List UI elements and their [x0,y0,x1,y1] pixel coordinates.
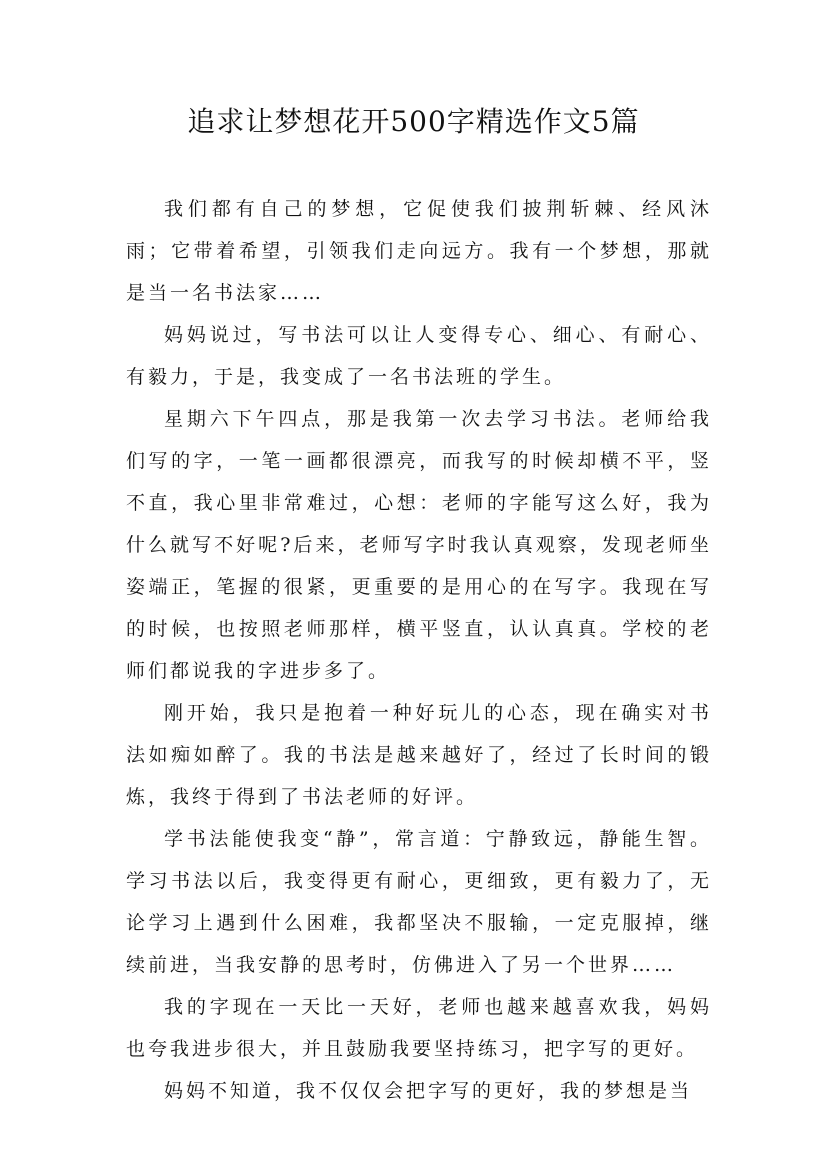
document-title: 追求让梦想花开500字精选作文5篇 [187,105,640,138]
paragraph: 学书法能使我变“静”，常言道：宁静致远，静能生智。学习书法以后，我变得更有耐心，更细致，更有毅力了，无论学习上遇到什么困难，我都坚决不服输，一定克服掉，继续前进，当我安静的思考时，仿佛进入了另一个世界…… [126,828,712,976]
paragraph: 妈妈说过，写书法可以让人变得专心、细心、有耐心、有毅力，于是，我变成了一名书法班的学生。 [126,324,712,388]
paragraph: 我们都有自己的梦想，它促使我们披荆斩棘、经风沐雨；它带着希望，引领我们走向远方。我有一个梦想，那就是当一名书法家…… [126,198,712,304]
document-body [126,188,712,1112]
paragraph: 刚开始，我只是抱着一种好玩儿的心态，现在确实对书法如痴如醉了。我的书法是越来越好了，经过了长时间的锻炼，我终于得到了书法老师的好评。 [126,702,712,808]
paragraph: 星期六下午四点，那是我第一次去学习书法。老师给我们写的字，一笔一画都很漂亮，而我写的时候却横不平，竖不直，我心里非常难过，心想：老师的字能写这么好，我为什么就写不好呢?后来，老师写字时我认真观察，发现老师坐姿端正，笔握的很紧，更重要的是用心的在写字。我现在写的时候，也按照老师那样，横平竖直，认认真真。学校的老师们都说我的字进步多了。 [126,408,712,682]
paragraph: 妈妈不知道，我不仅仅会把字写的更好，我的梦想是当 [164,1080,693,1102]
paragraph: 我的字现在一天比一天好，老师也越来越喜欢我，妈妈也夸我进步很大，并且鼓励我要坚持练习，把字写的更好。 [126,996,712,1060]
